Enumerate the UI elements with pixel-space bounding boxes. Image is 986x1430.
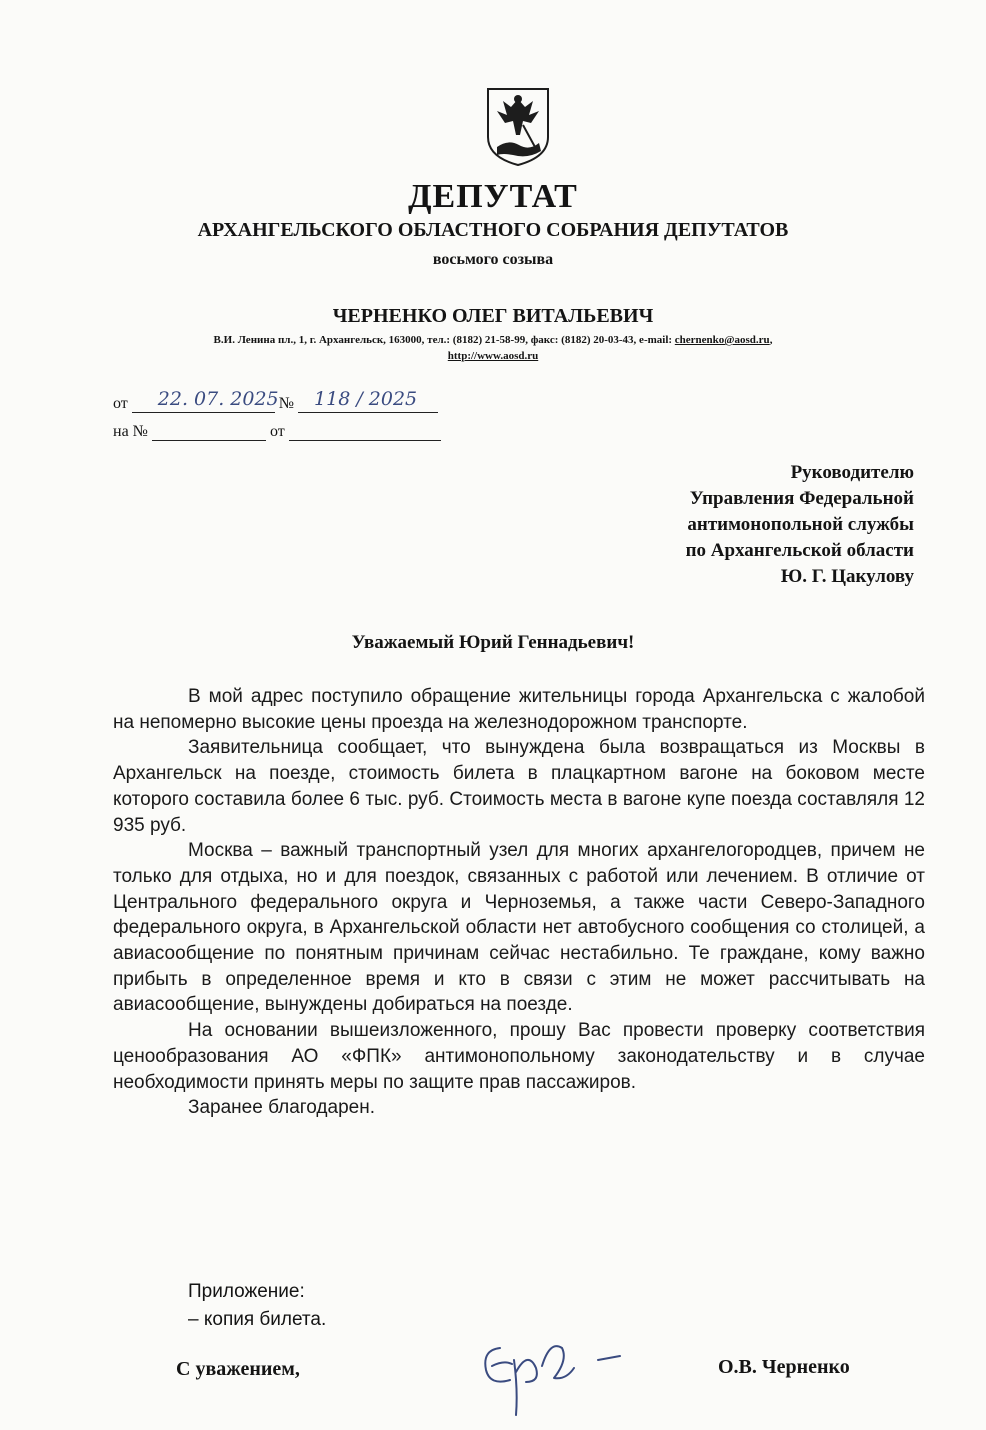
salutation: Уважаемый Юрий Геннадьевич!: [351, 632, 635, 653]
outgoing-registration: [113, 388, 438, 413]
addressee-line: Ю. Г. Цакулову: [780, 566, 914, 587]
reply-from-label: от: [269, 423, 285, 440]
addressee-line: антимонопольной службы: [687, 514, 914, 535]
handwritten-signature: [470, 1320, 630, 1420]
closing-phrase: С уважением,: [176, 1358, 300, 1380]
deputy-name: ЧЕРНЕНКО ОЛЕГ ВИТАЛЬЕВИЧ: [332, 305, 654, 327]
addressee-line: по Архангельской области: [685, 540, 914, 561]
attachment-label: Приложение:: [188, 1281, 305, 1302]
website-link[interactable]: http://www.aosd.ru: [447, 350, 539, 362]
paragraph: Заявительница сообщает, что вынуждена была возвращаться из Москвы в Архангельск на поезде, стоимость билета в плацкартном вагоне на боковом месте которого составила более 6 тыс. руб. Стоимость места в вагоне купе поезда составляля 12 935 руб.: [113, 737, 925, 836]
attachment-block: [188, 1278, 326, 1334]
addressee-line: Руководителю: [790, 462, 914, 483]
addressee-line: Управления Федеральной: [689, 488, 914, 509]
addressee-block: [686, 460, 914, 590]
reply-number-field: [152, 422, 266, 441]
attachment-item: – копия билета.: [188, 1309, 327, 1330]
paragraph: Москва – важный транспортный узел для многих архангелогородцев, причем не только для отдыха, но и для поездок, связанных с работой или лечением. В отличие от Центрального федерального округа и Черноземья, а также части Северо-Западного федерального округа, в Архангельской области нет автобусного сообщения со столицей, а авиасообщение по понятным причинам сейчас нестабильно. Те граждане, кому важно прибыть в определенное время и кто в связи с этим не может рассчитывать на авиасообщение, вынуждены добираться на поезде.: [113, 840, 925, 1016]
number-label: №: [278, 395, 295, 412]
document-title: ДЕПУТАТ: [408, 178, 578, 215]
from-label: от: [113, 395, 128, 412]
contact-info: [0, 332, 986, 364]
handwritten-date: 22. 07. 2025: [157, 388, 279, 410]
reply-number-label: на №: [113, 423, 148, 440]
date-field: [132, 388, 279, 413]
address-text: В.И. Ленина пл., 1, г. Архангельск, 163000, тел.: (8182) 21-58-99, факс: (8182) 20-03-43, e-mail:: [213, 334, 675, 346]
assembly-name: АРХАНГЕЛЬСКОГО ОБЛАСТНОГО СОБРАНИЯ ДЕПУТАТОВ: [197, 219, 789, 241]
arkhangelsk-coat-of-arms-icon: [483, 85, 553, 167]
reply-registration: [113, 422, 441, 441]
letter-body: [113, 684, 925, 1121]
number-field: [298, 388, 438, 413]
email-suffix: ,: [769, 334, 773, 346]
signer-name: О.В. Черненко: [718, 1356, 850, 1378]
paragraph: Заранее благодарен.: [188, 1097, 375, 1119]
handwritten-number: 118 / 2025: [314, 388, 418, 410]
convocation: восьмого созыва: [432, 251, 554, 268]
paragraph: В мой адрес поступило обращение жительницы города Архангельска с жалобой на непомерно высокие цены проезда на железнодорожном транспорте.: [113, 686, 925, 733]
paragraph: На основании вышеизложенного, прошу Вас провести проверку соответствия ценообразования АО «ФПК» антимонопольному законодательству и в случае необходимости принять меры по защите прав пассажиров.: [113, 1020, 925, 1093]
email-link[interactable]: chernenko@aosd.ru: [674, 334, 770, 346]
reply-date-field: [289, 422, 441, 441]
